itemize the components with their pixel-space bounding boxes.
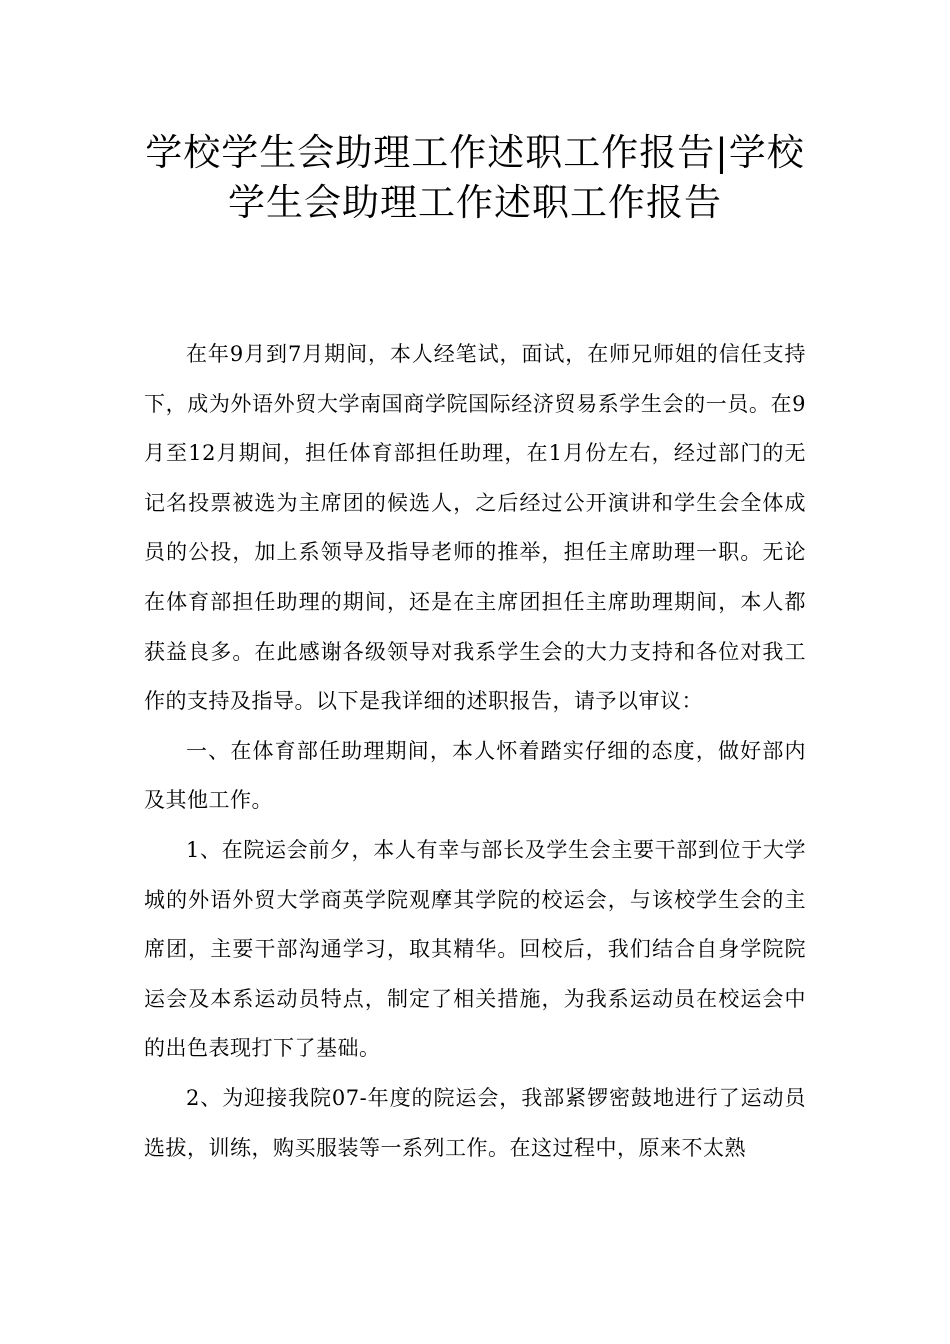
body-paragraph-4: 2、为迎接我院07-年度的院运会，我部紧锣密鼓地进行了运动员选拔，训练，购买服装等一系列工作。在这过程中，原来不太熟 xyxy=(144,1085,806,1160)
body-paragraph-3: 1、在院运会前夕，本人有幸与部长及学生会主要干部到位于大学城的外语外贸大学商英学院观摩其学院的校运会，与该校学生会的主席团，主要干部沟通学习，取其精华。回校后，我们结合自身学院院运会及本系运动员特点，制定了相关措施，为我系运动员在校运会中的出色表现打下了基础。 xyxy=(144,837,806,1061)
document-title: 学校学生会助理工作述职工作报告|学校学生会助理工作述职工作报告 xyxy=(145,131,805,224)
body-paragraph-2: 一、在体育部任助理期间，本人怀着踏实仔细的态度，做好部内及其他工作。 xyxy=(144,738,806,813)
document-body xyxy=(144,330,806,1173)
body-paragraph-1: 在年9月到7月期间，本人经笔试，面试，在师兄师姐的信任支持下，成为外语外贸大学南国商学院国际经济贸易系学生会的一员。在9月至12月期间，担任体育部担任助理，在1月份左右，经过部门的无记名投票被选为主席团的候选人，之后经过公开演讲和学生会全体成员的公投，加上系领导及指导老师的推举，担任主席助理一职。无论在体育部担任助理的期间，还是在主席团担任主席助理期间，本人都获益良多。在此感谢各级领导对我系学生会的大力支持和各位对我工作的支持及指导。以下是我详细的述职报告，请予以审议： xyxy=(144,342,806,714)
